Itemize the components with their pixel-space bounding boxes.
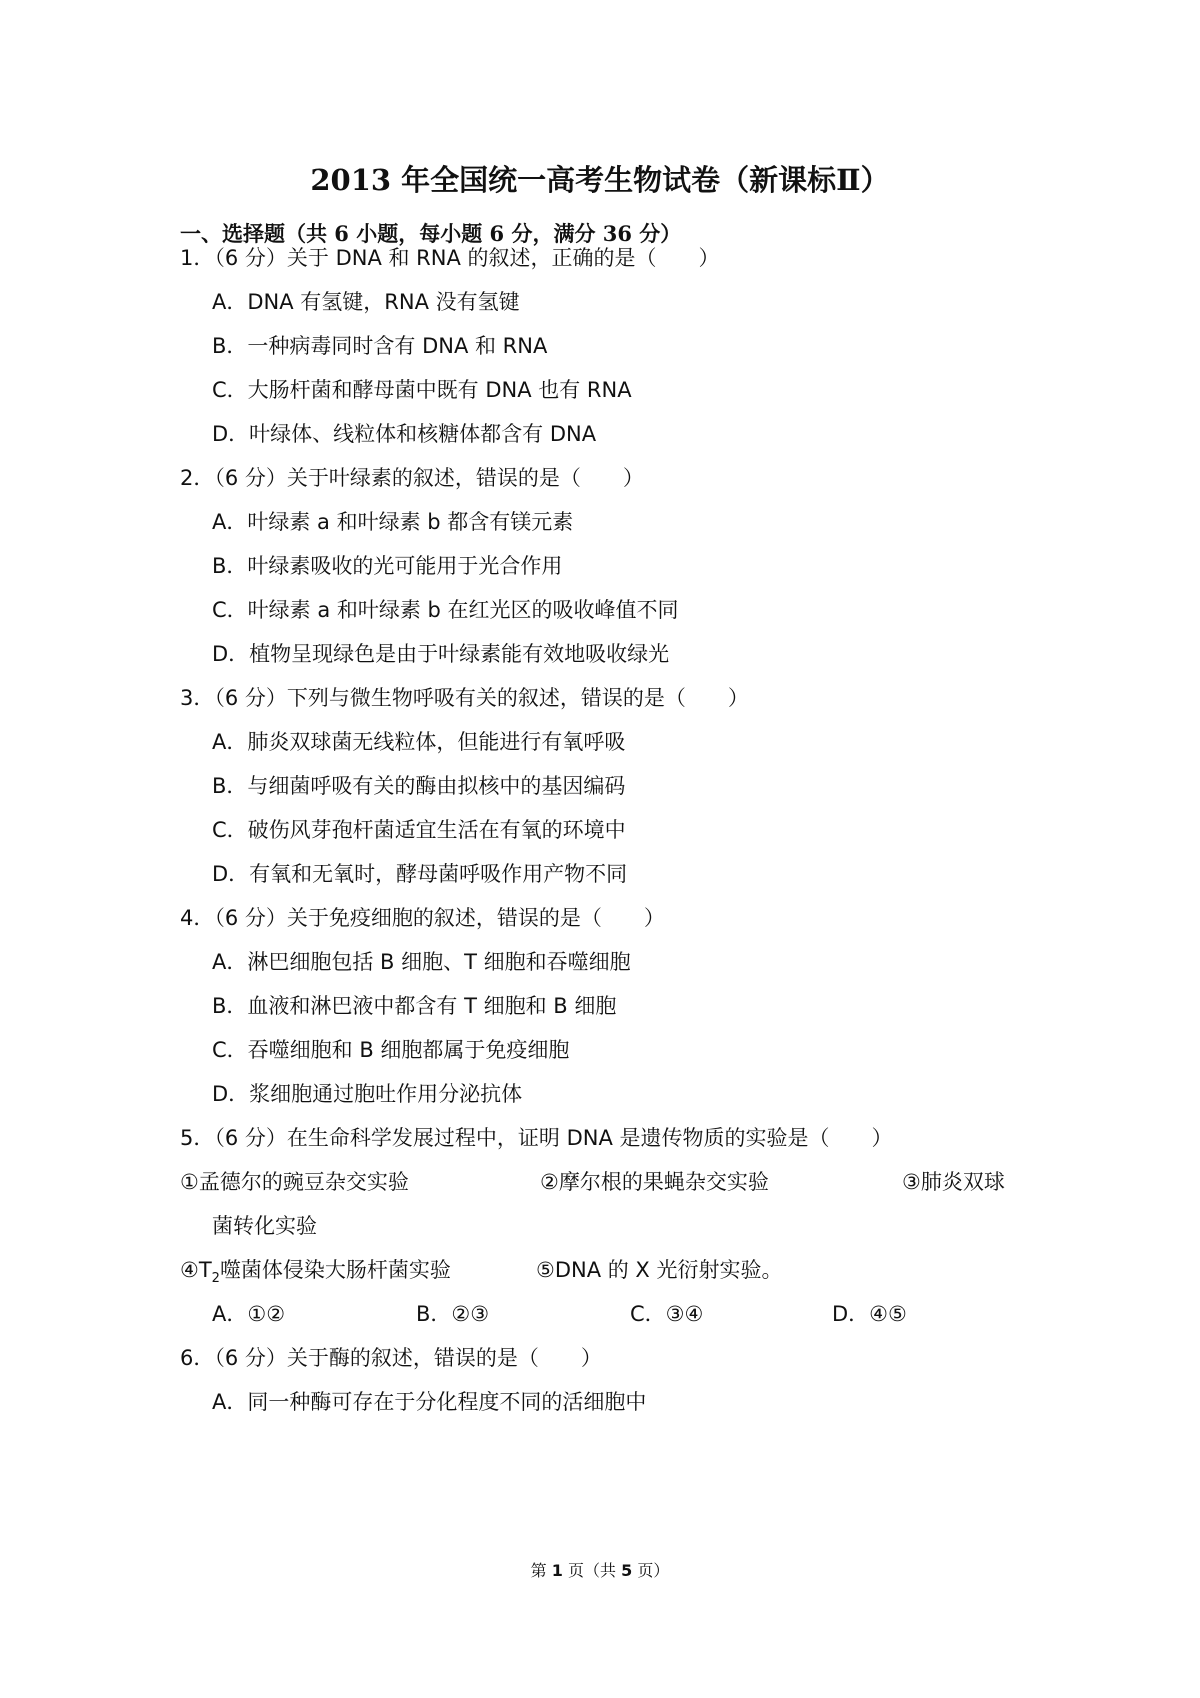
question-5-option-a: A．①② — [212, 1302, 286, 1326]
question-6-stem: 6．（6 分）关于酶的叙述，错误的是（ ） — [180, 1346, 602, 1370]
section-heading: 一、选择题（共 6 小题，每小题 6 分，满分 36 分） — [180, 221, 682, 246]
question-4-option-d: D．浆细胞通过胞吐作用分泌抗体 — [212, 1082, 523, 1106]
question-4-stem: 4．（6 分）关于免疫细胞的叙述，错误的是（ ） — [180, 906, 665, 930]
question-5-statement-2: ②摩尔根的果蝇杂交实验 — [540, 1170, 769, 1194]
question-2-stem: 2．（6 分）关于叶绿素的叙述，错误的是（ ） — [180, 466, 644, 490]
question-3-option-d: D．有氧和无氧时，酵母菌呼吸作用产物不同 — [212, 862, 628, 886]
footer-page-number: 1 — [551, 1561, 563, 1580]
question-3-option-b: B．与细菌呼吸有关的酶由拟核中的基因编码 — [212, 774, 626, 798]
question-5-statement-1: ①孟德尔的豌豆杂交实验 — [180, 1170, 409, 1194]
footer-prefix: 第 — [530, 1561, 552, 1580]
statement-4-subscript: 2 — [211, 1271, 220, 1287]
question-4-option-c: C．吞噬细胞和 B 细胞都属于免疫细胞 — [212, 1038, 570, 1062]
question-1-option-c: C．大肠杆菌和酵母菌中既有 DNA 也有 RNA — [212, 378, 632, 402]
statement-4-text: 噬菌体侵染大肠杆菌实验 — [219, 1258, 451, 1282]
question-1-option-d: D．叶绿体、线粒体和核糖体都含有 DNA — [212, 422, 597, 446]
question-3-option-a: A．肺炎双球菌无线粒体，但能进行有氧呼吸 — [212, 730, 626, 754]
question-5-statement-5: ⑤DNA 的 X 光衍射实验。 — [536, 1258, 783, 1282]
question-5-stem: 5．（6 分）在生命科学发展过程中，证明 DNA 是遗传物质的实验是（ ） — [180, 1126, 893, 1150]
question-4-option-b: B．血液和淋巴液中都含有 T 细胞和 B 细胞 — [212, 994, 617, 1018]
footer-middle: 页（共 — [562, 1561, 622, 1580]
question-5-option-d: D．④⑤ — [832, 1302, 907, 1326]
question-1-option-a: A．DNA 有氢键，RNA 没有氢键 — [212, 290, 520, 314]
question-1-option-b: B．一种病毒同时含有 DNA 和 RNA — [212, 334, 548, 358]
question-2-option-d: D．植物呈现绿色是由于叶绿素能有效地吸收绿光 — [212, 642, 670, 666]
question-4-option-a: A．淋巴细胞包括 B 细胞、T 细胞和吞噬细胞 — [212, 950, 631, 974]
question-1-stem: 1．（6 分）关于 DNA 和 RNA 的叙述，正确的是（ ） — [180, 246, 720, 270]
footer-suffix: 页） — [632, 1561, 670, 1580]
question-6-option-a: A．同一种酶可存在于分化程度不同的活细胞中 — [212, 1390, 647, 1414]
question-5-statement-3: ③肺炎双球 — [902, 1170, 1005, 1194]
question-5-statement-4 — [180, 1256, 451, 1293]
question-5-option-b: B．②③ — [416, 1302, 490, 1326]
question-2-option-c: C．叶绿素 a 和叶绿素 b 在红光区的吸收峰值不同 — [212, 598, 679, 622]
question-3-option-c: C．破伤风芽孢杆菌适宜生活在有氧的环境中 — [212, 818, 626, 842]
question-3-stem: 3．（6 分）下列与微生物呼吸有关的叙述，错误的是（ ） — [180, 686, 749, 710]
page-title: 2013 年全国统一高考生物试卷（新课标Ⅱ） — [310, 163, 890, 197]
statement-4-prefix: ④T — [180, 1258, 212, 1282]
question-5-statement-3-cont: 菌转化实验 — [212, 1214, 317, 1238]
page-footer — [0, 1558, 1200, 1581]
footer-total-pages: 5 — [621, 1561, 633, 1580]
question-2-option-a: A．叶绿素 a 和叶绿素 b 都含有镁元素 — [212, 510, 574, 534]
question-5-option-c: C．③④ — [630, 1302, 704, 1326]
question-2-option-b: B．叶绿素吸收的光可能用于光合作用 — [212, 554, 563, 578]
